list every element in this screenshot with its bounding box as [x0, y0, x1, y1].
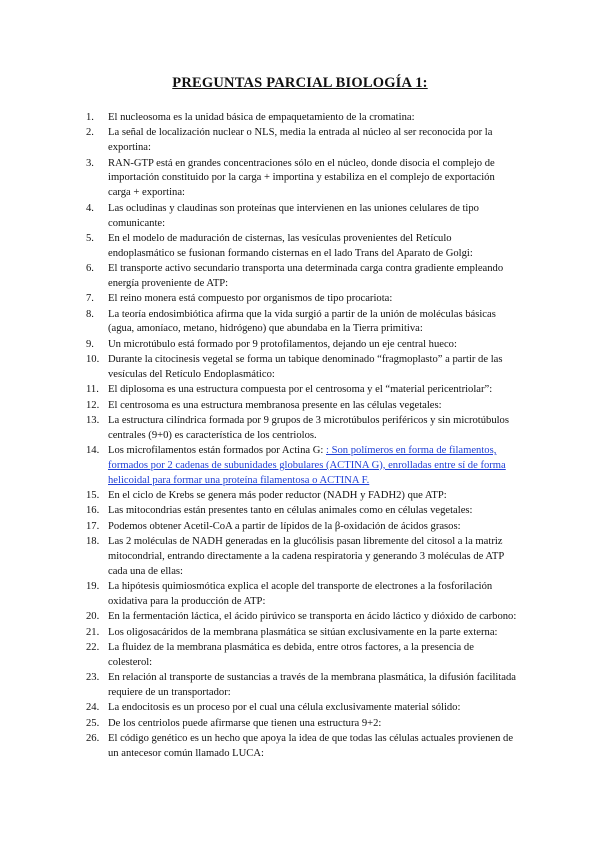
question-text: El diplosoma es una estructura compuesta por el centrosoma y el “material pericentriolar”: — [108, 384, 493, 396]
question-item — [86, 232, 518, 262]
question-text: El nucleosoma es la unidad básica de empaquetamiento de la cromatina: — [108, 112, 415, 123]
question-text: La hipótesis quimiosmótica explica el acople del transporte de electrones a la fosforilación oxidativa para la producción de ATP: — [108, 581, 493, 608]
page-title: PREGUNTAS PARCIAL BIOLOGÍA 1: — [172, 75, 428, 91]
question-text: En el ciclo de Krebs se genera más poder reductor (NADH y FADH2) que ATP: — [108, 490, 447, 502]
question-text: RAN-GTP está en grandes concentraciones sólo en el núcleo, donde disocia el complejo de importación constituido por la carga + importina y estabiliza en el complejo de exportación carga + exportina: — [108, 157, 495, 199]
question-number: 19. — [86, 581, 100, 593]
question-item — [86, 535, 518, 580]
question-text: El código genético es un hecho que apoya la idea de que todas las células actuales provienen de un antecesor común llamado LUCA: — [108, 732, 514, 759]
question-number: 6. — [86, 263, 94, 275]
question-item — [86, 701, 518, 716]
question-text: De los centriolos puede afirmarse que tienen una estructura 9+2: — [108, 717, 382, 729]
question-list — [86, 111, 518, 762]
question-item — [86, 504, 518, 519]
question-item — [86, 444, 518, 489]
question-item — [86, 626, 518, 641]
question-item — [86, 732, 518, 762]
question-number: 8. — [86, 308, 94, 320]
question-number: 15. — [86, 490, 100, 502]
question-item — [86, 111, 518, 126]
question-text: El reino monera está compuesto por organismos de tipo procariota: — [108, 293, 393, 305]
question-item — [86, 641, 518, 671]
question-number: 17. — [86, 520, 100, 532]
question-number: 22. — [86, 641, 100, 653]
question-item — [86, 157, 518, 202]
question-number: 7. — [86, 293, 94, 305]
question-text: En el modelo de maduración de cisternas, las vesículas provenientes del Retículo endoplasmático se fusionan formando cisternas en el lado Trans del Aparato de Golgi: — [108, 232, 473, 259]
question-number: 5. — [86, 232, 94, 244]
question-item — [86, 338, 518, 353]
question-number: 13. — [86, 414, 100, 426]
question-number: 14. — [86, 445, 100, 457]
question-number: 16. — [86, 505, 100, 517]
question-number: 1. — [86, 112, 94, 123]
question-number: 21. — [86, 626, 100, 638]
answer-note: : Son polímeros en forma de filamentos, formados por 2 cadenas de subunidades globulares (ACTINA G), enrolladas entre sí de forma helicoidal para formar una proteína filamentosa o ACTINA F. — [108, 445, 506, 486]
question-text: La teoría endosimbiótica afirma que la vida surgió a partir de la unión de moléculas básicas (agua, amoníaco, metano, hidrógeno) que abundaba en la Tierra primitiva: — [108, 308, 496, 335]
question-item — [86, 489, 518, 504]
question-item — [86, 292, 518, 307]
question-text: Un microtúbulo está formado por 9 protofilamentos, dejando un eje central hueco: — [108, 338, 457, 350]
question-text: La endocitosis es un proceso por el cual una célula exclusivamente material sólido: — [108, 702, 461, 714]
question-text: En la fermentación láctica, el ácido pirúvico se transporta en ácido láctico y dióxido de carbono: — [108, 611, 517, 623]
question-number: 10. — [86, 354, 100, 366]
question-number: 25. — [86, 717, 100, 729]
question-item — [86, 202, 518, 232]
question-item — [86, 262, 518, 292]
question-number: 12. — [86, 399, 100, 411]
question-text: Las mitocondrias están presentes tanto en células animales como en células vegetales: — [108, 505, 473, 517]
question-text: Las ocludinas y claudinas son proteínas que intervienen en las uniones celulares de tipo comunicante: — [108, 202, 479, 229]
question-number: 3. — [86, 157, 94, 169]
question-text: El centrosoma es una estructura membranosa presente en las células vegetales: — [108, 399, 442, 411]
question-item — [86, 520, 518, 535]
question-number: 26. — [86, 732, 100, 744]
question-item — [86, 126, 518, 156]
question-text: El transporte activo secundario transporta una determinada carga contra gradiente empleando energía proveniente de ATP: — [108, 263, 504, 289]
question-item — [86, 383, 518, 398]
question-text: En relación al transporte de sustancias a través de la membrana plasmática, la difusión facilitada requiere de un transportador: — [108, 672, 516, 699]
question-item — [86, 610, 518, 625]
question-number: 20. — [86, 611, 100, 623]
question-text: Los oligosacáridos de la membrana plasmática se sitúan exclusivamente en la parte externa: — [108, 626, 498, 638]
question-text: La señal de localización nuclear o NLS, media la entrada al núcleo al ser reconocida por la exportina: — [108, 127, 493, 154]
question-number: 9. — [86, 338, 94, 350]
question-text: Podemos obtener Acetil-CoA a partir de lípidos de la β-oxidación de ácidos grasos: — [108, 520, 461, 532]
question-item — [86, 353, 518, 383]
question-text: La fluidez de la membrana plasmática es debida, entre otros factores, a la presencia de colesterol: — [108, 641, 474, 668]
question-number: 2. — [86, 127, 94, 139]
question-item — [86, 308, 518, 338]
question-item — [86, 671, 518, 701]
question-number: 18. — [86, 536, 100, 548]
question-text: Durante la citocinesis vegetal se forma un tabique denominado “fragmoplasto” a partir de las vesículas del Retículo Endoplasmático: — [108, 354, 503, 380]
question-item — [86, 414, 518, 444]
question-item — [86, 399, 518, 414]
question-item — [86, 580, 518, 610]
question-text: Las 2 moléculas de NADH generadas en la glucólisis pasan libremente del citosol a la matriz mitocondrial, entrando directamente a la cadena respiratoria y generando 3 moléculas de ATP cada una de ellas: — [108, 536, 504, 577]
question-number: 24. — [86, 702, 100, 714]
question-number: 4. — [86, 202, 94, 214]
question-number: 23. — [86, 672, 100, 684]
question-text: La estructura cilíndrica formada por 9 grupos de 3 microtúbulos periféricos y sin microtúbulos centrales (9+0) es característica de los centriolos. — [108, 414, 509, 441]
question-item — [86, 717, 518, 732]
question-text: Los microfilamentos están formados por Actina G: — [108, 445, 327, 457]
question-number: 11. — [86, 384, 99, 396]
